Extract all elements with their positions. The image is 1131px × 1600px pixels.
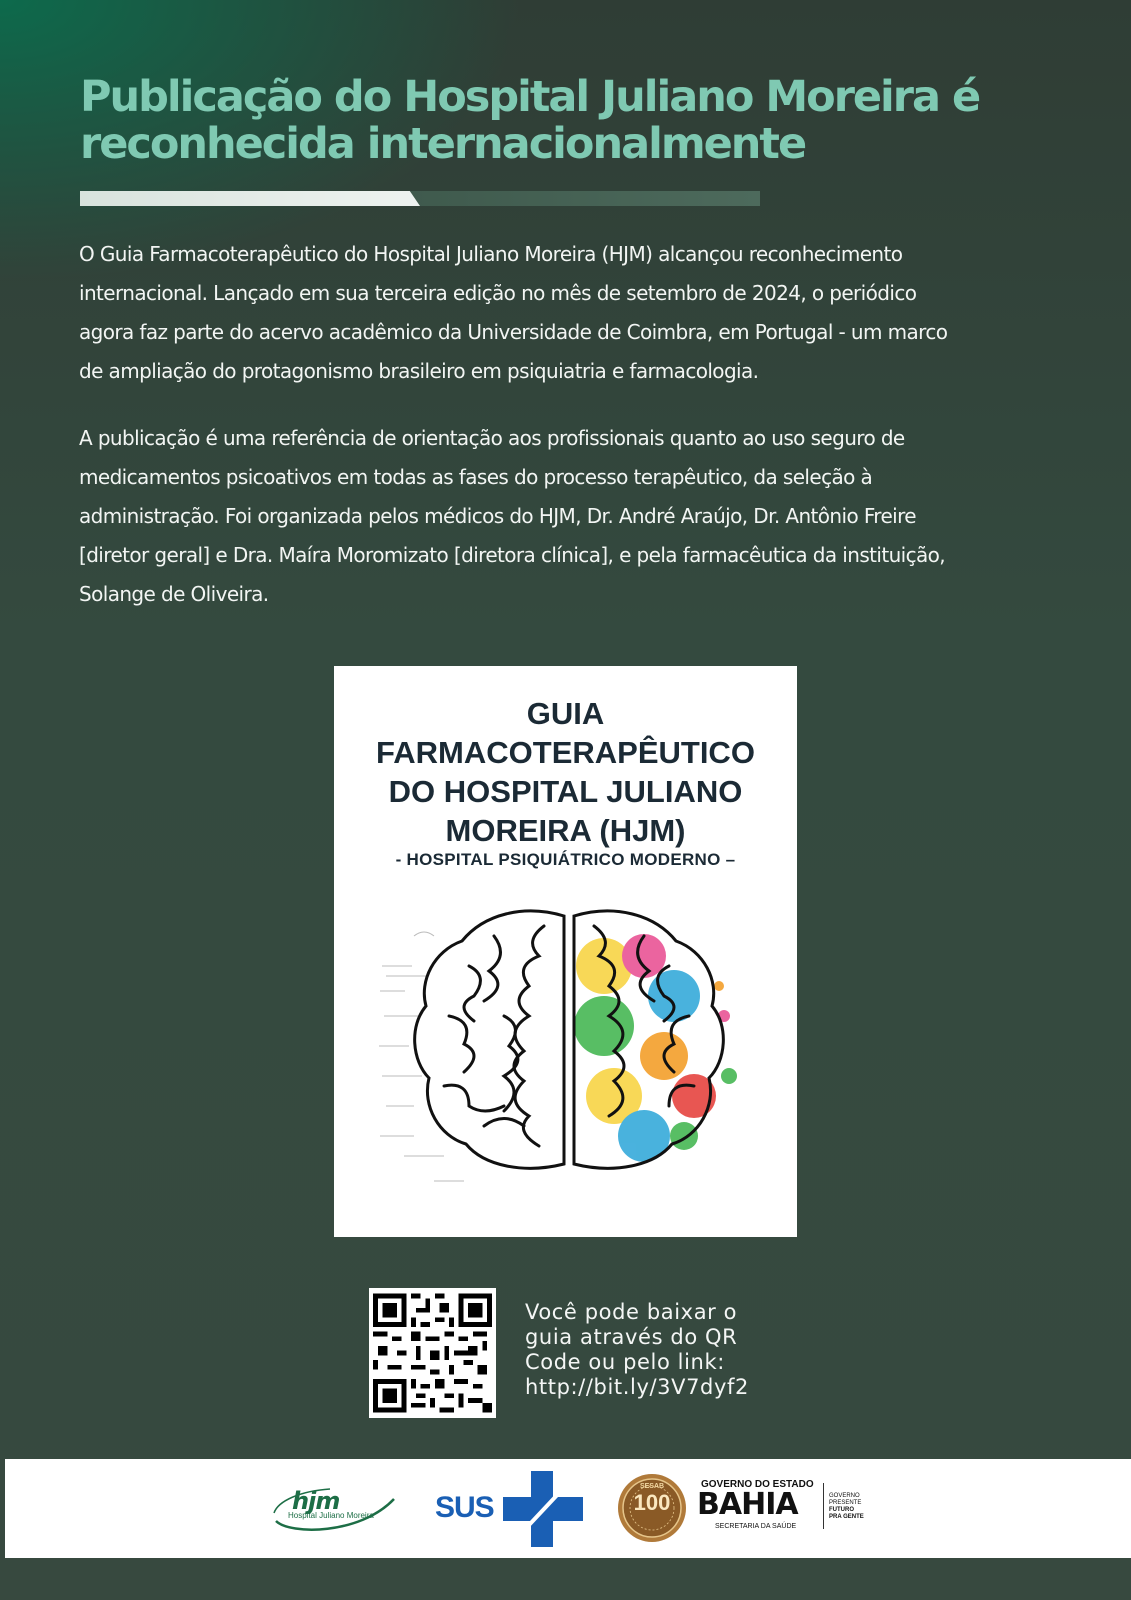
hjm-subtitle: Hospital Juliano Moreira (288, 1511, 374, 1520)
paragraph-2 (79, 419, 1059, 614)
title-line-2: reconhecida internacionalmente (80, 119, 806, 169)
guide-cover-image (334, 666, 797, 1237)
footer-logos (5, 1459, 1131, 1558)
paragraph-1-line: O Guia Farmacoterapêutico do Hospital Juliano Moreira (HJM) alcançou reconhecimento (79, 242, 903, 266)
qr-code-icon (373, 1292, 492, 1414)
paragraph-2-line: administração. Foi organizada pelos médicos do HJM, Dr. André Araújo, Dr. Antônio Freire (79, 504, 917, 528)
sesab-label: SESAB (639, 1483, 665, 1490)
sesab-100-seal (617, 1473, 687, 1543)
sus-cross-icon (503, 1471, 583, 1547)
paragraph-2-line: Solange de Oliveira. (79, 582, 269, 606)
sesab-number: 100 (633, 1490, 671, 1515)
paragraph-2-line: A publicação é uma referência de orientação aos profissionais quanto ao uso seguro de (79, 426, 905, 450)
qr-code[interactable] (369, 1288, 496, 1418)
logo-divider (823, 1483, 824, 1529)
cover-subtitle: - HOSPITAL PSIQUIÁTRICO MODERNO – (395, 850, 736, 869)
cover-title: GUIA FARMACOTERAPÊUTICO DO HOSPITAL JULIANO MOREIRA (HJM) (376, 696, 755, 848)
download-line: Você pode baixar o (525, 1300, 738, 1324)
governo-label: GOVERNO DO ESTADO (701, 1479, 814, 1490)
download-link[interactable]: http://bit.ly/3V7dyf2 (525, 1375, 749, 1399)
paragraph-2-line: [diretor geral] e Dra. Maíra Moromizato [diretora clínica], e pela farmacêutica da instituição, (79, 543, 946, 567)
download-line: guia através do QR (525, 1325, 738, 1349)
paragraph-1-line: internacional. Lançado em sua terceira edição no mês de setembro de 2024, o periódico (79, 281, 917, 305)
hjm-wordmark: hjm (292, 1487, 340, 1515)
hjm-logo (270, 1481, 400, 1537)
governo-bahia-logo (697, 1479, 887, 1543)
paragraph-2-line: medicamentos psicoativos em todas as fases do processo terapêutico, da seleção à (79, 465, 873, 489)
brain-illustration-icon (374, 896, 759, 1216)
paragraph-1-line: de ampliação do protagonismo brasileiro em psiquiatria e farmacologia. (79, 359, 759, 383)
sus-logo (435, 1471, 585, 1547)
secretaria-label: SECRETARIA DA SAÚDE (715, 1523, 797, 1530)
paragraph-1 (79, 235, 1059, 391)
paragraph-1-line: agora faz parte do acervo acadêmico da Universidade de Coimbra, em Portugal - um marco (79, 320, 948, 344)
download-line: Code ou pelo link: (525, 1350, 725, 1374)
download-instructions (525, 1300, 795, 1400)
slogan: GOVERNO PRESENTE FUTURO PRA GENTE (829, 1493, 864, 1520)
title-line-1: Publicação do Hospital Juliano Moreira é (80, 72, 980, 122)
bahia-wordmark: BAHIA (697, 1487, 798, 1522)
page-title (80, 74, 1060, 168)
sus-wordmark: SUS (435, 1491, 494, 1524)
title-underline (80, 191, 760, 206)
